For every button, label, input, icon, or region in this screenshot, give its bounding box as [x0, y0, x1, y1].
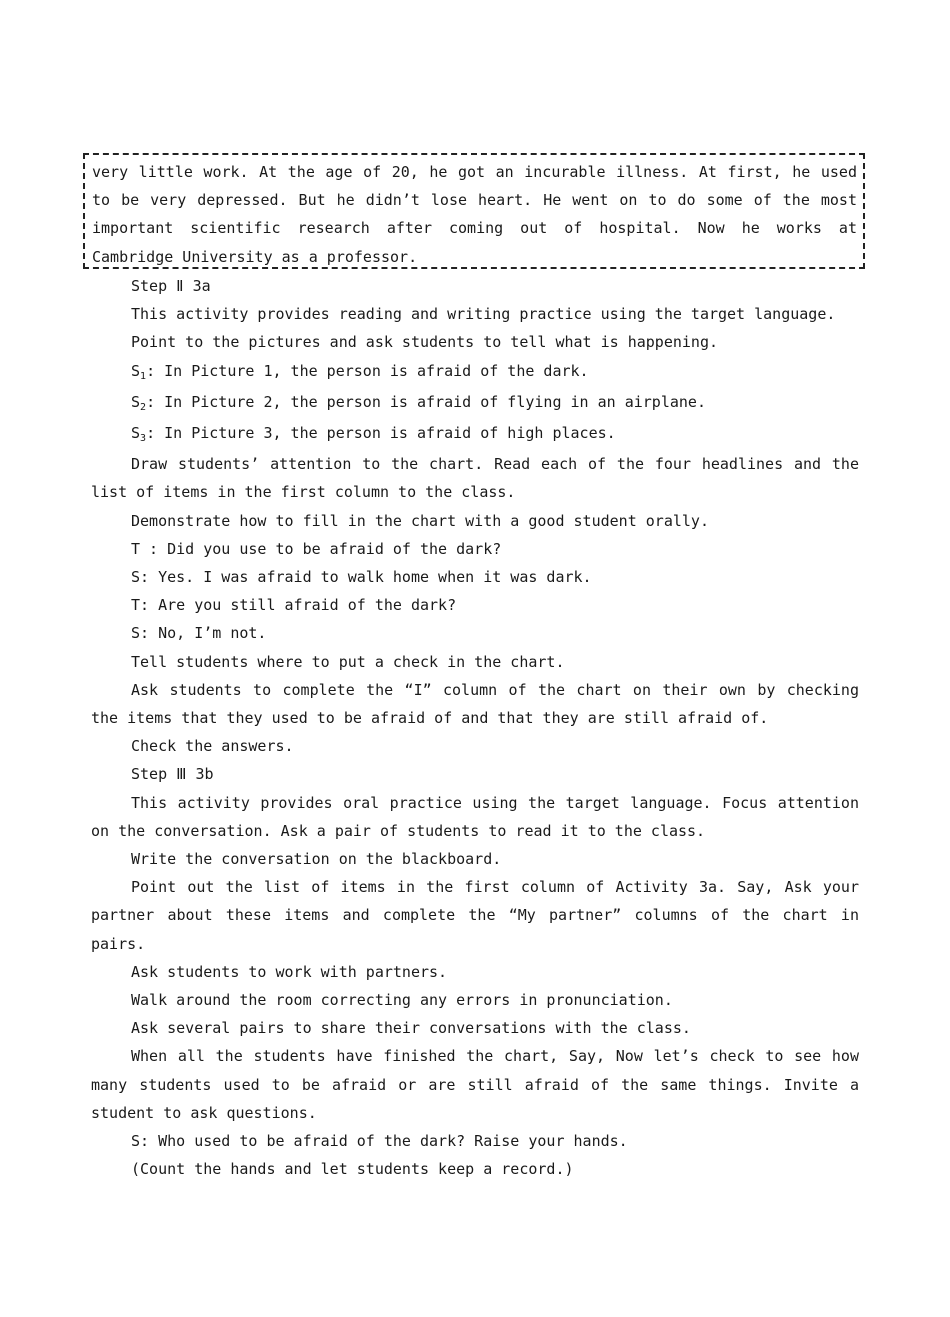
dialogue-line: S: Yes. I was afraid to walk home when it was dark.: [131, 568, 592, 587]
line-text: : In Picture 2, the person is afraid of flying in an airplane.: [146, 392, 706, 411]
speaker-subscript: 1: [140, 370, 147, 382]
speaker: S: [131, 392, 141, 411]
dashed-text-box: [83, 153, 865, 269]
paragraph: Ask several pairs to share their conversations with the class.: [131, 1019, 691, 1038]
paragraph: This activity provides oral practice using the target language. Focus attention on the conversation. Ask a pair of students to read it to the class.: [91, 793, 859, 840]
student-line-3: [91, 419, 859, 450]
paragraph: When all the students have finished the chart, Say, Now let’s check to see how many students used to be afraid or are still afraid of the same things. Invite a student to ask questions.: [91, 1047, 859, 1122]
paragraph: Point to the pictures and ask students to tell what is happening.: [131, 333, 718, 352]
boxed-paragraph: very little work. At the age of 20, he got an incurable illness. At first, he used to be very depressed. But he didn’t lose heart. He went on to do some of the most important scientific research after coming out of hospital. Now he works at Cambridge University as a professor.: [92, 163, 857, 266]
paragraph: Ask students to work with partners.: [131, 962, 448, 981]
paragraph: Tell students where to put a check in the chart.: [131, 652, 565, 671]
line-text: : In Picture 3, the person is afraid of high places.: [146, 424, 616, 443]
line-text: : In Picture 1, the person is afraid of the dark.: [146, 361, 589, 380]
speaker: S: [131, 424, 141, 443]
speaker-subscript: 3: [140, 433, 147, 445]
speaker-subscript: 2: [140, 401, 147, 413]
dialogue-line: S: No, I’m not.: [131, 624, 267, 643]
dialogue-line: T: Are you still afraid of the dark?: [131, 596, 457, 615]
speaker: S: [131, 361, 141, 380]
step-3-heading: Step Ⅲ 3b: [131, 765, 214, 784]
dialogue-line: S: Who used to be afraid of the dark? Raise your hands.: [131, 1132, 628, 1151]
lesson-steps: [91, 272, 859, 1184]
student-line-2: [91, 388, 859, 419]
paragraph: This activity provides reading and writing practice using the target language.: [131, 305, 836, 324]
paragraph: Draw students’ attention to the chart. Read each of the four headlines and the list of items in the first column to the class.: [91, 455, 859, 502]
paragraph: Check the answers.: [131, 737, 294, 756]
step-2-heading: Step Ⅱ 3a: [131, 277, 211, 295]
paragraph: Walk around the room correcting any errors in pronunciation.: [131, 991, 673, 1010]
paragraph: (Count the hands and let students keep a record.): [131, 1160, 574, 1179]
paragraph: Ask students to complete the “I” column of the chart on their own by checking the items that they used to be afraid of and that they are still afraid of.: [91, 680, 859, 728]
paragraph: Point out the list of items in the first column of Activity 3a. Say, Ask your partner about these items and complete the “My partner” columns of the chart in pairs.: [91, 878, 859, 953]
student-line-1: [91, 357, 859, 388]
paragraph: Demonstrate how to fill in the chart with a good student orally.: [131, 511, 709, 530]
paragraph: Write the conversation on the blackboard.: [131, 850, 502, 869]
dialogue-line: T : Did you use to be afraid of the dark?: [131, 539, 502, 558]
